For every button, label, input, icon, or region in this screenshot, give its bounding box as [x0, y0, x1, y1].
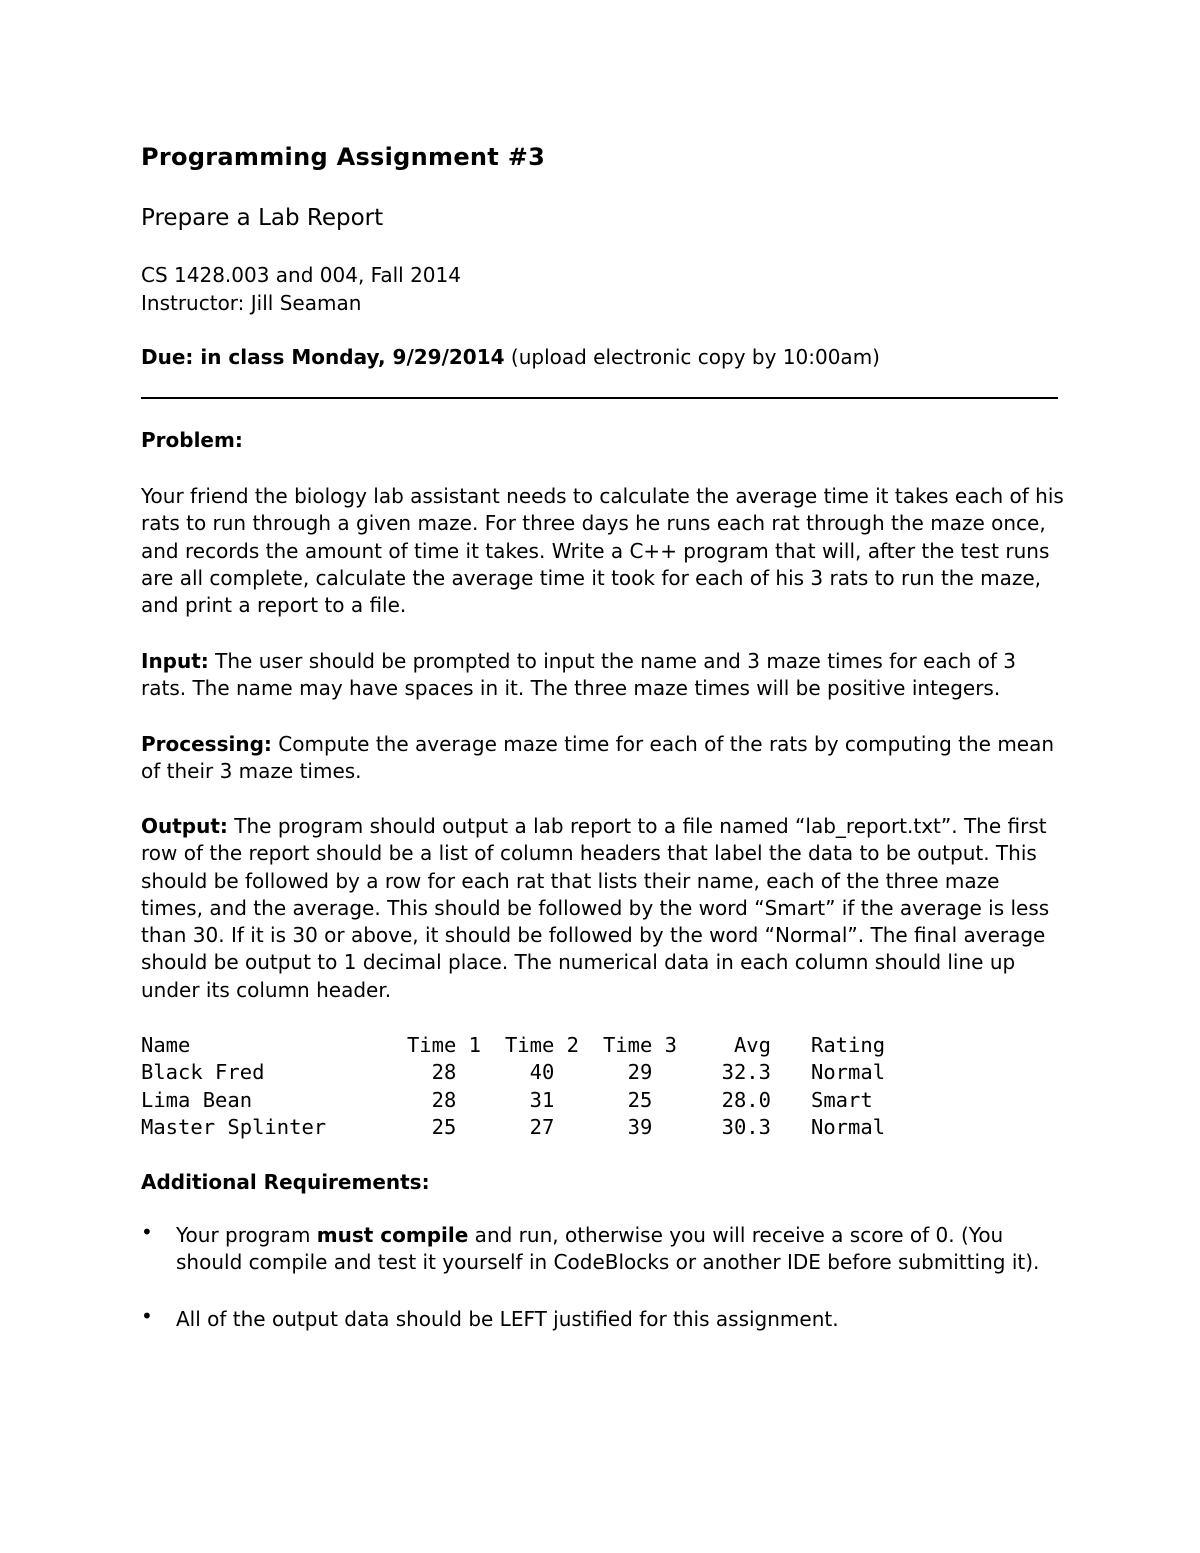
- due-label: Due: in class Monday, 9/29/2014: [141, 345, 505, 369]
- table-cell: 32.3: [721, 1060, 771, 1085]
- table-cell: 27: [529, 1115, 555, 1140]
- table-cell: Normal: [811, 1060, 886, 1085]
- problem-paragraph: Your friend the biology lab assistant needs to calculate the average time it takes each of his rats to run through a given maze. For three days he runs each rat through the maze once, and records the amount of time it takes. Write a C++ program that will, after the test runs are all complete, calculate the average time it took for each of his 3 rats to run the maze, and print a report to a file.: [141, 484, 1064, 618]
- table-cell: Smart: [811, 1087, 873, 1112]
- processing-label: Processing:: [141, 732, 272, 756]
- table-cell: 40: [529, 1060, 555, 1085]
- table-cell: Normal: [811, 1115, 886, 1140]
- page-title: Programming Assignment #3: [141, 143, 546, 171]
- instructor-line: Instructor: Jill Seaman: [141, 291, 362, 315]
- table-cell: 28: [431, 1060, 457, 1085]
- page-subtitle: Prepare a Lab Report: [141, 205, 384, 231]
- table-cell: 39: [627, 1115, 653, 1140]
- column-header: Time 3: [602, 1033, 678, 1057]
- additional-heading: Additional Requirements:: [141, 1170, 430, 1194]
- column-header: Time 2: [504, 1033, 580, 1057]
- table-row: [141, 1114, 921, 1141]
- lab-report-table: [141, 1032, 921, 1142]
- column-header: Rating: [811, 1033, 886, 1057]
- horizontal-rule: [141, 397, 1058, 399]
- due-note: (upload electronic copy by 10:00am): [504, 345, 880, 369]
- table-cell: Lima Bean: [141, 1087, 253, 1112]
- list-item: • All of the output data should be LEFT justified for this assignment.: [141, 1303, 839, 1331]
- table-row: [141, 1087, 921, 1114]
- processing-paragraph: Processing: Compute the average maze time for each of the rats by computing the mean of their 3 maze times.: [141, 732, 1055, 784]
- table-cell: 31: [529, 1087, 555, 1112]
- output-paragraph: Output: The program should output a lab report to a file named “lab_report.txt”. The first row of the report should be a list of column headers that label the data to be output. This should be followed by a row for each rat that lists their name, each of the three maze times, and the average. This should be followed by the word “Smart” if the average is less than 30. If it is 30 or above, it should be followed by the word “Normal”. The final average should be output to 1 decimal place. The numerical data in each column should line up under its column header.: [141, 814, 1050, 1002]
- list-item: • Your program must compile and run, otherwise you will receive a score of 0. (You should compile and test it yourself in CodeBlocks or another IDE before submitting it).: [141, 1220, 1040, 1275]
- due-line: [141, 345, 880, 369]
- table-cell: 29: [627, 1060, 653, 1085]
- course-line: CS 1428.003 and 004, Fall 2014: [141, 263, 461, 287]
- input-label: Input:: [141, 649, 209, 673]
- problem-heading: Problem:: [141, 428, 243, 452]
- table-cell: 28: [431, 1087, 457, 1112]
- table-cell: 25: [431, 1115, 457, 1140]
- output-label: Output:: [141, 814, 228, 838]
- table-cell: Master Splinter: [141, 1115, 327, 1140]
- requirements-list: [141, 1222, 1041, 1362]
- table-cell: 30.3: [721, 1115, 771, 1140]
- column-header: Avg: [733, 1033, 771, 1057]
- table-cell: 28.0: [721, 1087, 771, 1112]
- column-header: Name: [141, 1033, 191, 1057]
- column-header: Time 1: [406, 1033, 482, 1057]
- bullet-icon: •: [141, 1220, 153, 1244]
- emphasis: must compile: [316, 1223, 469, 1247]
- table-cell: Black Fred: [141, 1060, 265, 1085]
- table-row: [141, 1059, 921, 1086]
- input-paragraph: Input: The user should be prompted to input the name and 3 maze times for each of 3 rats. The name may have spaces in it. The three maze times will be positive integers.: [141, 649, 1016, 701]
- table-header-row: [141, 1032, 921, 1059]
- bullet-icon: •: [141, 1303, 153, 1328]
- table-cell: 25: [627, 1087, 653, 1112]
